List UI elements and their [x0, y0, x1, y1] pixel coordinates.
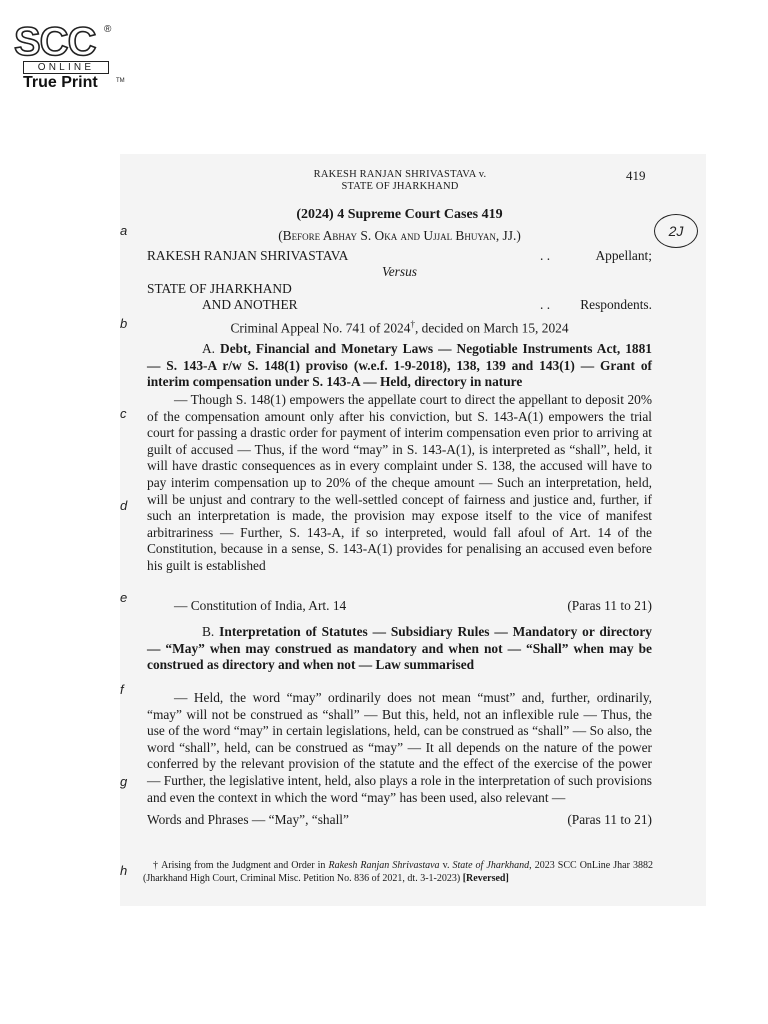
running-header-line1: RAKESH RANJAN SHRIVASTAVA v.: [313, 169, 487, 180]
footnote-reversed: [Reversed]: [462, 873, 509, 884]
margin-letter-f: f: [120, 682, 124, 697]
logo-tagline: True Print: [23, 74, 98, 91]
headnote-b-last-line: [147, 812, 652, 829]
footnote-v: v.: [439, 860, 453, 871]
case-citation: (2024) 4 Supreme Court Cases 419: [296, 207, 503, 222]
headnote-b-words-phrases: Words and Phrases — “May”, “shall”: [147, 812, 349, 827]
respondent-name-line2: AND ANOTHER: [202, 297, 298, 312]
footnote: [143, 859, 653, 885]
footnote-case-name: Rakesh Ranjan Shrivastava: [328, 860, 440, 871]
headnote-b-heading-text: Interpretation of Statutes — Subsidiary Rules — Mandatory or directory — “May” when may construed as mandatory and when not — “Shall” when may be construed as directory and when not — Law summarised: [147, 624, 652, 673]
appellant-dots: . .: [540, 248, 551, 263]
margin-letter-a: a: [120, 223, 128, 238]
logo-online-text: ONLINE: [23, 61, 109, 74]
page-number: 419: [626, 168, 646, 183]
appellant-row: [147, 248, 652, 265]
footnote-pre: Arising from the Judgment and Order in: [161, 860, 329, 871]
footnote-marker: †: [153, 860, 159, 871]
margin-letter-h: h: [120, 863, 128, 878]
versus-label: Versus: [382, 264, 417, 279]
case-number-line: [147, 316, 652, 337]
appellant-role: Appellant;: [595, 248, 652, 263]
appellant-name: RAKESH RANJAN SHRIVASTAVA: [147, 248, 349, 263]
headnote-a-body: — Though S. 148(1) empowers the appellate court to direct the appellant to deposit 20% of the compensation amount only after his conviction, but S. 143-A(1) empowers the trial court for passing a drastic order for payment of interim compensation even prior to arriving at guilt of accused — Thus, if the word “may” in S. 143-A(1), is interpreted as “shall”, held, it will have drastic consequences as in every complaint under S. 138, the accused will have to pay interim compensation up to 20% of the cheque amount — Such an interpretation, held, will be unjust and contrary to the well-settled concept of fairness and justice and, further, if such an interpretation is made, the provision may expose itself to the vice of manifest arbitrariness — Further, S. 143-A, if so interpreted, would fall afoul of Art. 14 of the Constitution, because in a sense, S. 143-A(1) provides for penalising an accused even before his guilt is established: [147, 392, 652, 573]
headnote-b-body: — Held, the word “may” ordinarily does not mean “must” and, further, ordinarily, “may” will not be construed as “shall” — But this, held, not an inflexible rule — Thus, the use of the word “may” in certain legislations, held, can be construed as “shall” — So also, the word “shall”, held, can be construed as “may” — It all depends on the nature of the power conferred by the relevant provision of the statute and the effect of the exercise of the power — Further, the legislative intent, held, also plays a role in the interpretation of such provisions and even the context in which the word “may” has been used, also relevant —: [147, 690, 652, 805]
headnote-b-marker: B.: [202, 624, 215, 639]
headnote-b-heading: [147, 624, 652, 674]
bench-line: (Before Abhay S. Oka and Ujjal Bhuyan, JJ.): [278, 228, 521, 243]
margin-letter-e: e: [120, 590, 128, 605]
margin-letter-g: g: [120, 774, 128, 789]
headnote-a-heading-text: Debt, Financial and Monetary Laws — Negotiable Instruments Act, 1881 — S. 143-A r/w S. 148(1) proviso (w.e.f. 1-9-2018), 138, 139 and 143(1) — Grant of interim compensation under S. 143-A — Held, directory in nature: [147, 341, 652, 390]
logo-scc-text: SCC: [14, 20, 96, 64]
respondent-name-line1: STATE OF JHARKHAND: [147, 281, 292, 296]
footnote-state: State of Jharkhand: [452, 860, 530, 871]
headnote-a-ref-left: — Constitution of India, Art. 14: [174, 598, 347, 613]
case-number: Criminal Appeal No. 741 of 2024: [230, 320, 411, 336]
registered-mark: ®: [104, 24, 112, 35]
respondent-row: [147, 297, 652, 314]
decision-date: , decided on March 15, 2024: [414, 320, 569, 336]
margin-letter-d: d: [120, 498, 128, 513]
headnote-b-paras: (Paras 11 to 21): [567, 812, 652, 827]
margin-letter-c: c: [120, 406, 127, 421]
running-header-line2: STATE OF JHARKHAND: [341, 181, 459, 192]
headnote-a-marker: A.: [202, 341, 216, 356]
respondent-role: Respondents.: [580, 297, 652, 312]
scc-online-logo: [14, 20, 125, 92]
dagger-mark: †: [410, 319, 415, 329]
headnote-a-heading: [147, 341, 652, 391]
headnote-a-paras: (Paras 11 to 21): [567, 598, 652, 613]
margin-letter-b: b: [120, 316, 128, 331]
headnote-a-reference: [147, 598, 652, 615]
footnote-post: , 2023 SCC OnLine Jhar 3882 (Jharkhand High Court, Criminal Misc. Petition No. 836 of 2021, dt. 3-1-2023): [143, 860, 654, 884]
trademark-mark: TM: [116, 78, 125, 84]
respondent-dots: . .: [540, 297, 551, 312]
handwritten-stamp: 2J: [654, 214, 698, 248]
